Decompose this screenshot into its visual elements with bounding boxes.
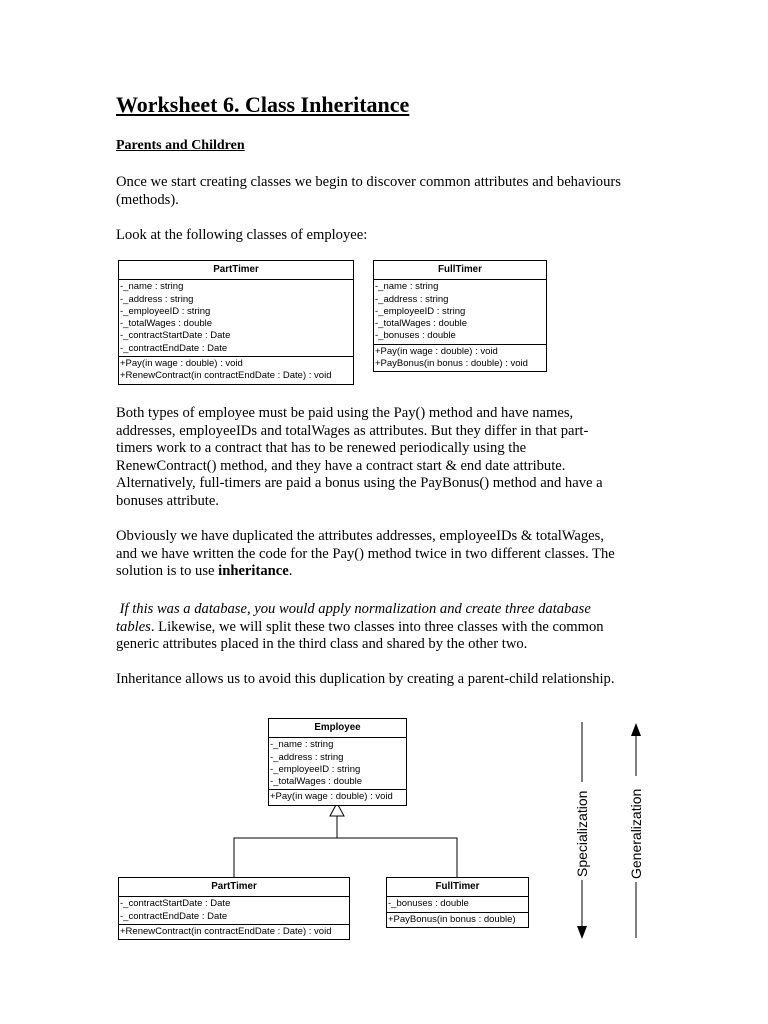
- inheritance-connector: [234, 816, 457, 879]
- uml-attribute: -_contractEndDate : Date: [120, 342, 228, 354]
- uml-method: +RenewContract(in contractEndDate : Date) : void: [120, 370, 332, 382]
- uml-attributes: [119, 897, 349, 925]
- italic-text: If this was a database, you would apply normalization and create three database: [116, 601, 591, 617]
- uml-method: +Pay(in wage : double) : void: [120, 358, 243, 370]
- uml-methods: [119, 925, 349, 939]
- uml-method: +Pay(in wage : double) : void: [375, 345, 498, 357]
- text-line: addresses, employeeIDs and totalWages as attributes. But they differ in that part-: [116, 422, 589, 439]
- uml-attribute: -_employeeID : string: [270, 763, 361, 775]
- uml-method: +Pay(in wage : double) : void: [270, 791, 393, 803]
- uml-attributes: [269, 738, 406, 790]
- italic-text: tables: [116, 618, 151, 635]
- text-line: Inheritance allows us to avoid this duplication by creating a parent-child relationship.: [116, 671, 615, 687]
- uml-class-name: PartTimer: [119, 878, 349, 897]
- generalization-label: Generalization: [628, 788, 644, 879]
- text-span: .: [288, 563, 293, 580]
- uml-attribute: -_totalWages : double: [270, 776, 363, 788]
- uml-class-name: PartTimer: [119, 261, 353, 280]
- text-line: RenewContract() method, and they have a contract start & end date attribute.: [116, 457, 566, 474]
- uml-attribute: -_address : string: [120, 293, 194, 305]
- text-line: Obviously we have duplicated the attributes addresses, employeeIDs & totalWages,: [116, 528, 604, 544]
- text-line: timers work to a contract that has to be renewed periodically using the: [116, 440, 527, 457]
- uml-attribute: -_name : string: [375, 281, 439, 293]
- text-line: Alternatively, full-timers are paid a bonus using the PayBonus() method and have a: [116, 475, 603, 492]
- uml-method: +PayBonus(in bonus : double) : void: [375, 358, 528, 370]
- text-line: Look at the following classes of employee:: [116, 227, 368, 243]
- uml-attribute: -_name : string: [120, 281, 184, 293]
- specialization-label: Specialization: [574, 790, 590, 877]
- uml-attribute: -_address : string: [270, 751, 344, 763]
- uml-attribute: -_employeeID : string: [375, 305, 466, 317]
- text-line: Once we start creating classes we begin to discover common attributes and behaviours: [116, 174, 621, 190]
- uml-class-name: FullTimer: [374, 261, 546, 280]
- uml-class-employee: [268, 718, 407, 806]
- uml-attribute: -_totalWages : double: [120, 318, 213, 330]
- uml-attribute: -_employeeID : string: [120, 305, 211, 317]
- uml-class-name: FullTimer: [387, 878, 528, 897]
- uml-class-name: Employee: [269, 719, 406, 738]
- text-span: . Likewise, we will split these two classes into three classes with the common: [150, 618, 604, 635]
- page-title: Worksheet 6. Class Inheritance: [116, 92, 410, 117]
- uml-class-parttimer-child: [118, 877, 350, 940]
- uml-attribute: -_address : string: [375, 293, 449, 305]
- uml-attribute: -_name : string: [270, 739, 334, 751]
- uml-attributes: [387, 897, 528, 912]
- text-line: and we have written the code for the Pay() method twice in two different classes. The: [116, 545, 615, 562]
- uml-attribute: -_bonuses : double: [388, 898, 469, 910]
- uml-class-fulltimer-child: [386, 877, 529, 928]
- uml-method: +PayBonus(in bonus : double): [388, 913, 516, 925]
- uml-methods: [269, 790, 406, 804]
- text-line: bonuses attribute.: [116, 492, 219, 509]
- section-heading: Parents and Children: [116, 138, 245, 153]
- text-span: solution is to use: [116, 563, 219, 580]
- uml-attribute: -_totalWages : double: [375, 318, 468, 330]
- uml-attribute: -_contractEndDate : Date: [120, 910, 228, 922]
- uml-attribute: -_bonuses : double: [375, 330, 456, 342]
- up-arrow-icon: [631, 723, 641, 736]
- text-line: generic attributes placed in the third class and shared by the other two.: [116, 636, 528, 653]
- text-line: Both types of employee must be paid using the Pay() method and have names,: [116, 405, 574, 421]
- uml-attribute: -_contractStartDate : Date: [120, 898, 231, 910]
- uml-methods: [387, 913, 528, 927]
- text-line: (methods).: [116, 191, 179, 208]
- uml-attribute: -_contractStartDate : Date: [120, 330, 231, 342]
- uml-method: +RenewContract(in contractEndDate : Date) : void: [120, 925, 332, 937]
- down-arrow-icon: [577, 926, 587, 939]
- bold-term: inheritance: [218, 563, 289, 580]
